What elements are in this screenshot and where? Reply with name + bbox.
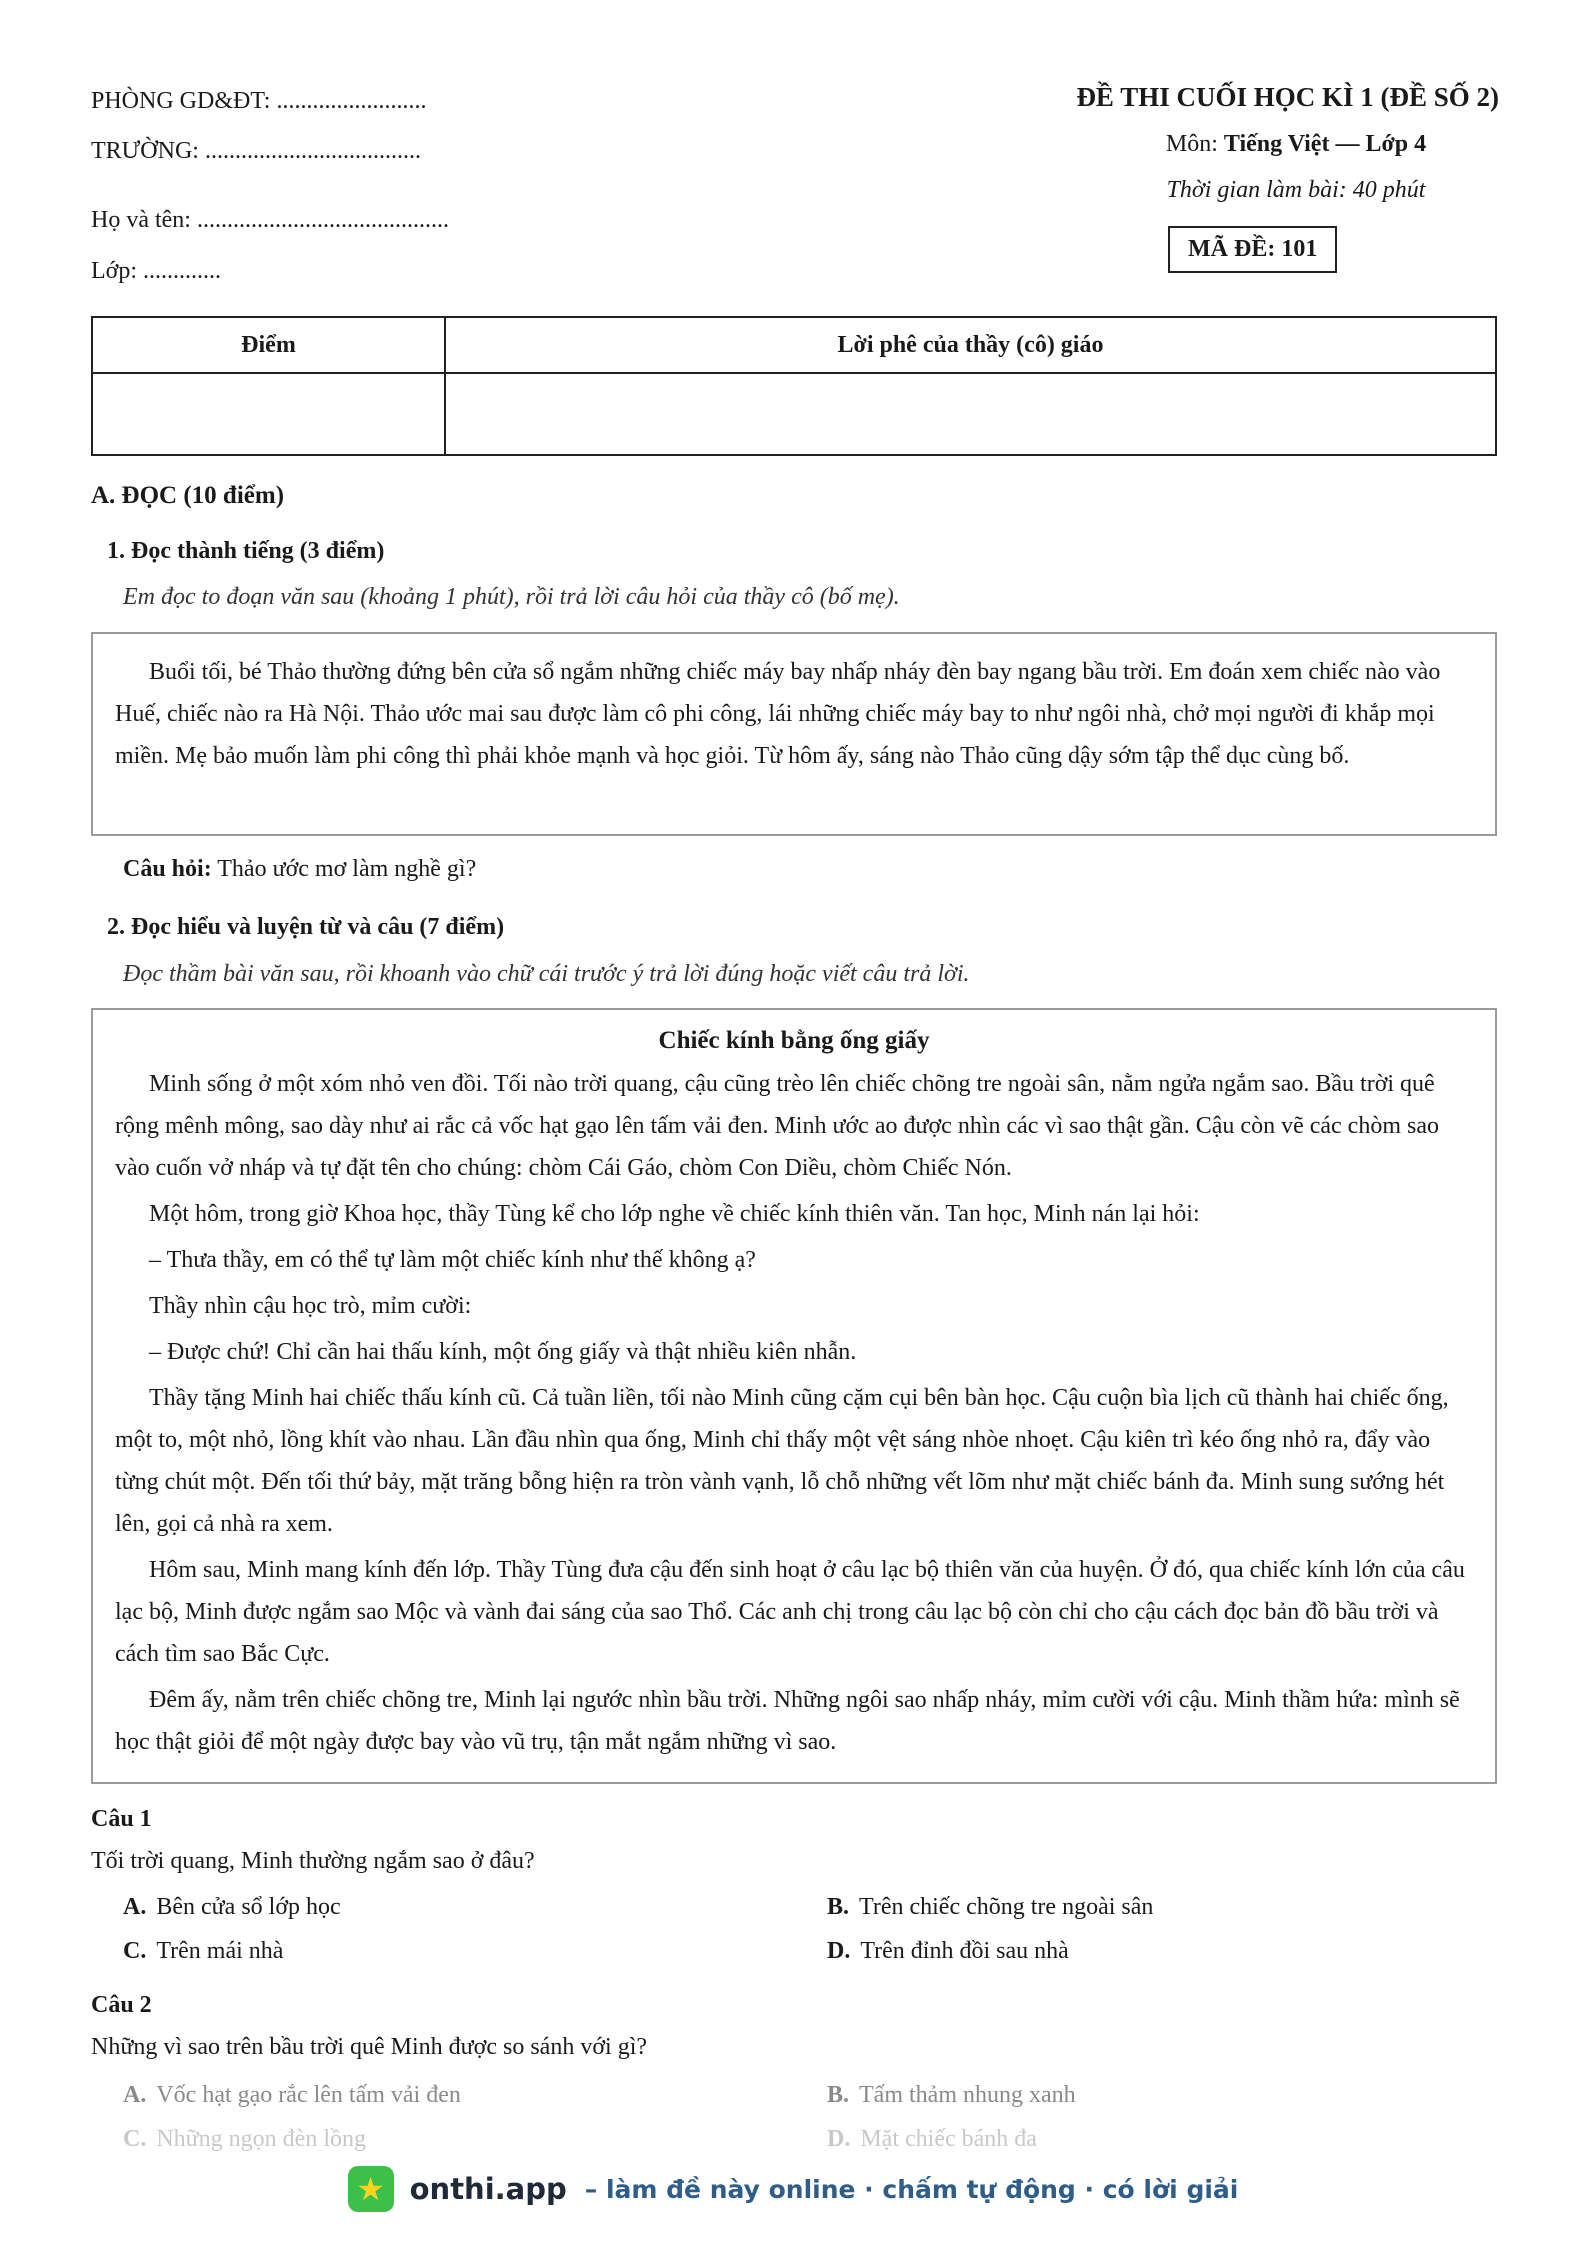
section-a-title: A. ĐỌC (10 điểm) bbox=[91, 482, 285, 509]
option-key: A. bbox=[123, 1894, 147, 1920]
option-text: Bên cửa sổ lớp học bbox=[156, 1894, 341, 1920]
comment-cell bbox=[445, 373, 1496, 455]
story-box bbox=[91, 1008, 1497, 1784]
score-table bbox=[91, 316, 1497, 456]
subject-label: Môn: bbox=[1165, 131, 1224, 157]
question-1-label: Câu 1 bbox=[91, 1806, 152, 1832]
option-key: A. bbox=[123, 2082, 147, 2108]
part2-title: 2. Đọc hiểu và luyện từ và câu (7 điểm) bbox=[107, 914, 505, 940]
option-key: D. bbox=[827, 1938, 851, 1964]
option-key: C. bbox=[123, 1938, 147, 1964]
truong-field: TRƯỜNG: .................................... bbox=[91, 138, 421, 164]
exam-code-box bbox=[1168, 226, 1337, 273]
option-text: Những ngọn đèn lồng bbox=[156, 2126, 367, 2152]
story-paragraph: – Được chứ! Chỉ cần hai thấu kính, một ống giấy và thật nhiều kiên nhẫn. bbox=[149, 1339, 857, 1365]
subject-line bbox=[1116, 131, 1476, 158]
comment-col-header: Lời phê của thầy (cô) giáo bbox=[445, 317, 1496, 373]
question-2-option-b[interactable] bbox=[827, 2082, 1076, 2109]
header-right bbox=[991, 82, 1586, 113]
question-2-label: Câu 2 bbox=[91, 1992, 152, 2018]
score-cell bbox=[92, 373, 445, 455]
phong-field: PHÒNG GD&ĐT: ......................... bbox=[91, 88, 427, 114]
story-paragraph: – Thưa thầy, em có thể tự làm một chiếc kính như thế không ạ? bbox=[149, 1247, 756, 1273]
score-col-header: Điểm bbox=[92, 317, 445, 373]
part1-title: 1. Đọc thành tiếng (3 điểm) bbox=[107, 538, 385, 564]
part1-question-text: Thảo ước mơ làm nghề gì? bbox=[211, 856, 477, 882]
part1-question-label: Câu hỏi: bbox=[123, 856, 212, 882]
exam-page bbox=[91, 0, 1499, 2244]
question-1-option-a[interactable] bbox=[123, 1894, 341, 1921]
promo-footer[interactable] bbox=[0, 2156, 1586, 2222]
option-key: B. bbox=[827, 2082, 850, 2108]
option-key: B. bbox=[827, 1894, 850, 1920]
question-1-option-d[interactable] bbox=[827, 1938, 1069, 1965]
option-text: Trên chiếc chõng tre ngoài sân bbox=[859, 1894, 1154, 1920]
question-2-text: Những vì sao trên bầu trời quê Minh được so sánh với gì? bbox=[91, 2034, 648, 2060]
star-icon: ★ bbox=[348, 2166, 394, 2212]
option-key: C. bbox=[123, 2126, 147, 2152]
option-text: Trên đỉnh đồi sau nhà bbox=[860, 1938, 1069, 1964]
part1-passage-box bbox=[91, 632, 1497, 836]
question-1-option-c[interactable] bbox=[123, 1938, 283, 1965]
ho-ten-field: Họ và tên: .......................................... bbox=[91, 207, 449, 233]
story-paragraph: Một hôm, trong giờ Khoa học, thầy Tùng kể cho lớp nghe về chiếc kính thiên văn. Tan học, Minh nán lại hỏi: bbox=[149, 1201, 1200, 1227]
option-text: Tấm thảm nhung xanh bbox=[859, 2082, 1076, 2108]
promo-tagline: – làm đề này online · chấm tự động · có lời giải bbox=[584, 2174, 1239, 2204]
question-2-option-d[interactable] bbox=[827, 2126, 1037, 2153]
story-paragraph: Thầy nhìn cậu học trò, mỉm cười: bbox=[149, 1293, 472, 1319]
story-paragraph: Minh sống ở một xóm nhỏ ven đồi. Tối nào trời quang, cậu cũng trèo lên chiếc chõng tre ngoài sân, nằm ngửa ngắm sao. Bầu trời quê rộng mênh mông, sao dày như ai rắc cả vốc hạt gạo lên tấm vải đen. Minh ước ao được nhìn các vì sao thật gần. Cậu còn vẽ các chòm sao vào cuốn vở nháp và tự đặt tên cho chúng: chòm Cái Gáo, chòm Con Diều, chòm Chiếc Nón. bbox=[115, 1071, 1439, 1181]
brand-link[interactable]: onthi.app bbox=[409, 2172, 567, 2206]
question-2-option-a[interactable] bbox=[123, 2082, 461, 2109]
question-2-option-c[interactable] bbox=[123, 2126, 366, 2153]
question-1-option-b[interactable] bbox=[827, 1894, 1153, 1921]
part1-instruction: Em đọc to đoạn văn sau (khoảng 1 phút), rồi trả lời câu hỏi của thầy cô (bố mẹ). bbox=[123, 584, 900, 610]
story-paragraph: Đêm ấy, nằm trên chiếc chõng tre, Minh lại ngước nhìn bầu trời. Những ngôi sao nhấp nháy, mỉm cười với cậu. Minh thầm hứa: mình sẽ học thật giỏi để một ngày được bay vào vũ trụ, tận mắt ngắm những vì sao. bbox=[115, 1687, 1460, 1755]
part2-instruction: Đọc thầm bài văn sau, rồi khoanh vào chữ cái trước ý trả lời đúng hoặc viết câu trả lời. bbox=[123, 961, 970, 987]
option-text: Trên mái nhà bbox=[156, 1938, 284, 1964]
story-paragraph: Hôm sau, Minh mang kính đến lớp. Thầy Tùng đưa cậu đến sinh hoạt ở câu lạc bộ thiên văn của huyện. Ở đó, qua chiếc kính lớn của câu lạc bộ, Minh được ngắm sao Mộc và vành đai sáng của sao Thổ. Các anh chị trong câu lạc bộ còn chỉ cho cậu cách đọc bản đồ bầu trời và cách tìm sao Bắc Cực. bbox=[115, 1557, 1465, 1667]
subject-value: Tiếng Việt — Lớp 4 bbox=[1223, 131, 1427, 157]
lop-field: Lớp: ............. bbox=[91, 258, 222, 284]
exam-time: Thời gian làm bài: 40 phút bbox=[1166, 177, 1426, 203]
option-text: Vốc hạt gạo rắc lên tấm vải đen bbox=[156, 2082, 461, 2108]
part1-passage: Buổi tối, bé Thảo thường đứng bên cửa sổ ngắm những chiếc máy bay nhấp nháy đèn bay ngang bầu trời. Em đoán xem chiếc nào vào Huế, chiếc nào ra Hà Nội. Thảo ước mai sau được làm cô phi công, lái những chiếc máy bay to như ngôi nhà, chở mọi người đi khắp mọi miền. Mẹ bảo muốn làm phi công thì phải khỏe mạnh và học giỏi. Từ hôm ấy, sáng nào Thảo cũng dậy sớm tập thể dục cùng bố. bbox=[115, 659, 1441, 769]
exam-title: ĐỀ THI CUỐI HỌC KÌ 1 (ĐỀ SỐ 2) bbox=[1076, 82, 1499, 112]
exam-code: MÃ ĐỀ: 101 bbox=[1168, 226, 1337, 273]
story-paragraph: Thầy tặng Minh hai chiếc thấu kính cũ. Cả tuần liền, tối nào Minh cũng cặm cụi bên bàn học. Cậu cuộn bìa lịch cũ thành hai chiếc ống, một to, một nhỏ, lồng khít vào nhau. Lần đầu nhìn qua ống, Minh chỉ thấy một vệt sáng nhòe nhoẹt. Cậu kiên trì kéo ống nhỏ ra, đẩy vào từng chút một. Đến tối thứ bảy, mặt trăng bỗng hiện ra tròn vành vạnh, lỗ chỗ những vết lõm như mặt chiếc bánh đa. Minh sung sướng hét lên, gọi cả nhà ra xem. bbox=[115, 1385, 1449, 1537]
part1-question bbox=[123, 856, 476, 883]
option-key: D. bbox=[827, 2126, 851, 2152]
story-title: Chiếc kính bằng ống giấy bbox=[658, 1027, 930, 1054]
option-text: Mặt chiếc bánh đa bbox=[860, 2126, 1037, 2152]
question-1-text: Tối trời quang, Minh thường ngắm sao ở đâu? bbox=[91, 1848, 535, 1874]
